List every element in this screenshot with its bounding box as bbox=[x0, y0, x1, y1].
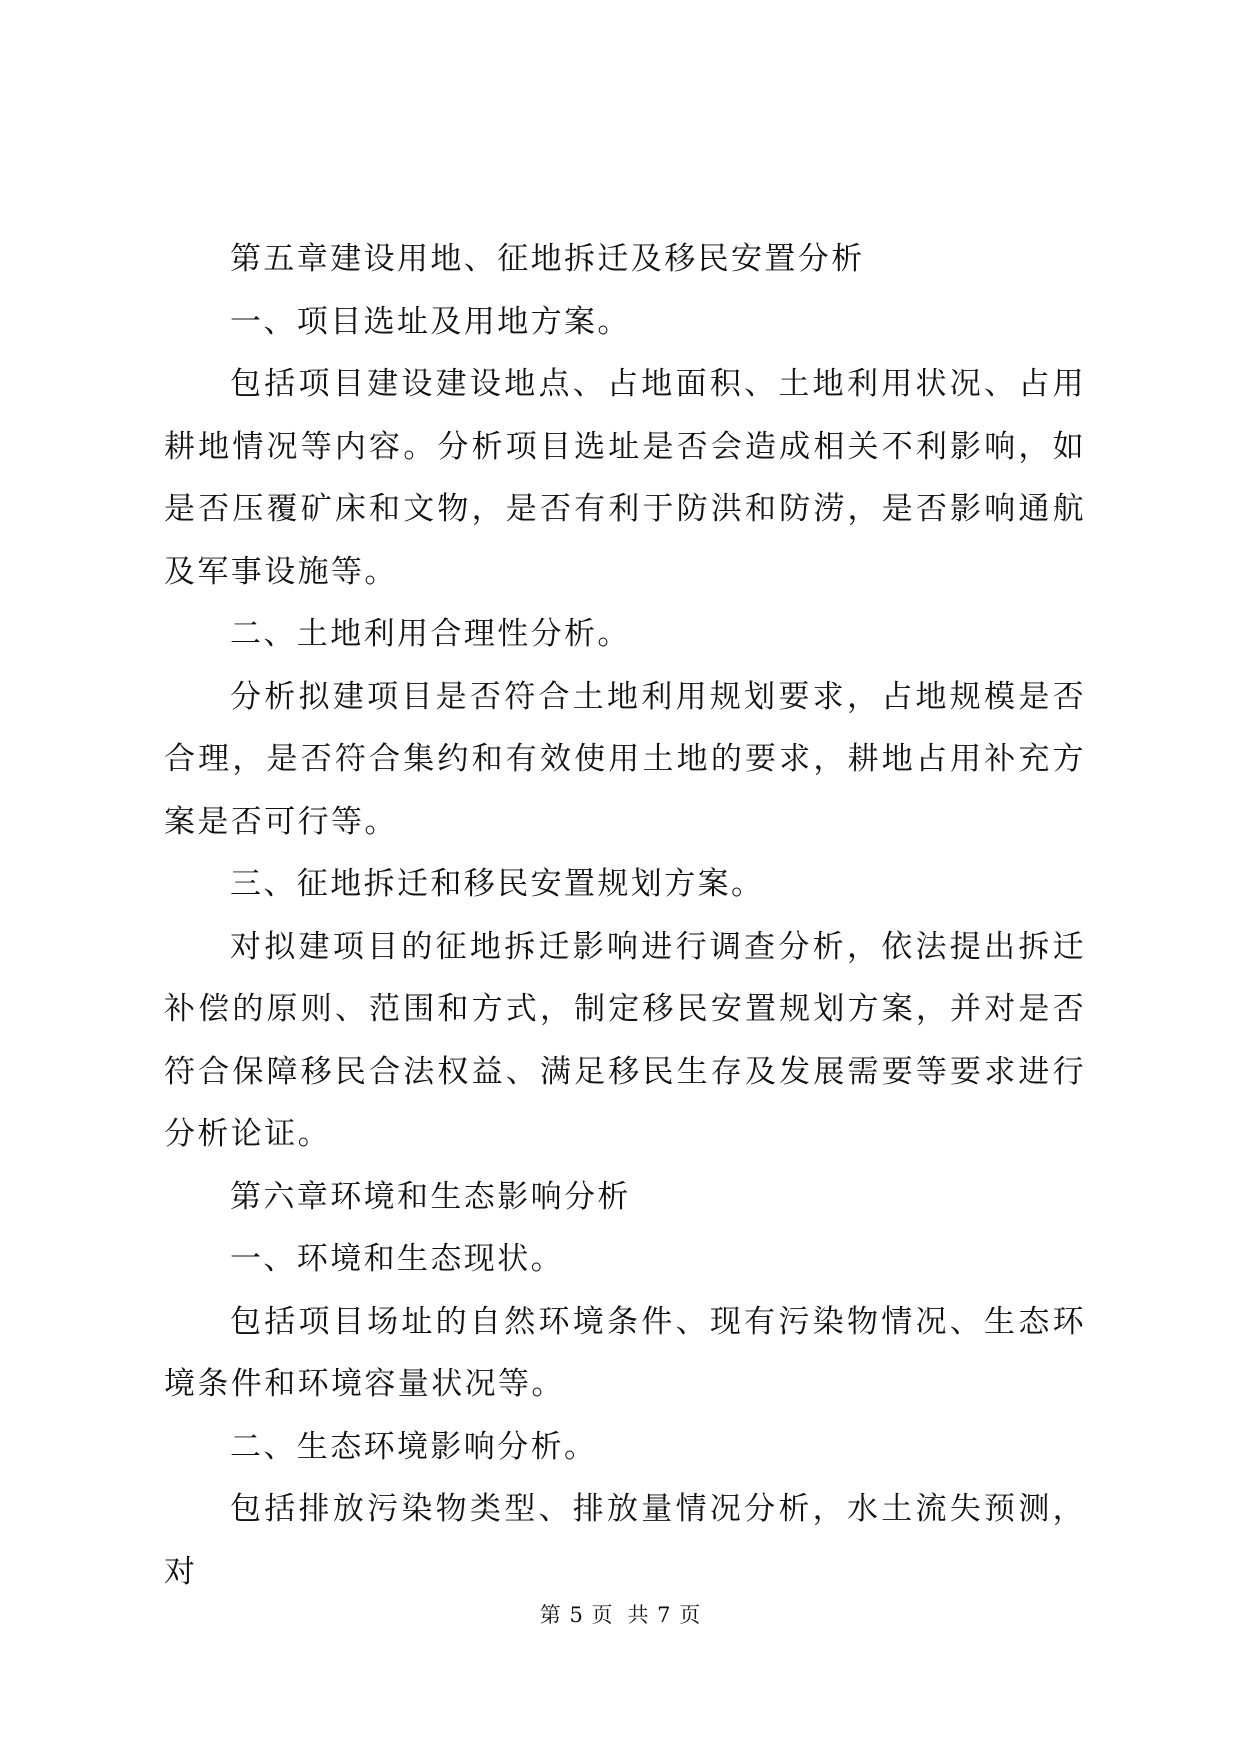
section-heading: 三、征地拆迁和移民安置规划方案。 bbox=[230, 866, 765, 902]
section-heading: 一、项目选址及用地方案。 bbox=[230, 303, 631, 340]
page-footer bbox=[0, 1600, 1241, 1630]
page-number: 第 5 页 bbox=[539, 1603, 614, 1627]
chapter-heading: 第六章环境和生态影响分析 bbox=[230, 1178, 631, 1215]
chapter-heading: 第五章建设用地、征地拆迁及移民安置分析 bbox=[230, 241, 865, 277]
page-total: 共 7 页 bbox=[627, 1603, 702, 1627]
body-paragraph: 包括项目建设建设地点、占地面积、土地利用状况、占用耕地情况等内容。分析项目选址是否会造成相关不利影响，如是否压覆矿床和文物，是否有利于防洪和防涝，是否影响通航及军事设施等。 bbox=[164, 366, 1086, 590]
section-heading: 二、土地利用合理性分析。 bbox=[230, 616, 631, 652]
document-body bbox=[164, 228, 1086, 1603]
body-paragraph: 分析拟建项目是否符合土地利用规划要求，占地规模是否合理，是否符合集约和有效使用土地的要求，耕地占用补充方案是否可行等。 bbox=[164, 678, 1086, 840]
body-paragraph: 对拟建项目的征地拆迁影响进行调查分析，依法提出拆迁补偿的原则、范围和方式，制定移民安置规划方案，并对是否符合保障移民合法权益、满足移民生存及发展需要等要求进行分析论证。 bbox=[164, 928, 1086, 1152]
section-heading: 二、生态环境影响分析。 bbox=[230, 1428, 598, 1465]
section-heading: 一、环境和生态现状。 bbox=[230, 1241, 564, 1277]
body-paragraph: 包括项目场址的自然环境条件、现有污染物情况、生态环境条件和环境容量状况等。 bbox=[164, 1303, 1086, 1402]
body-paragraph: 包括排放污染物类型、排放量情况分析，水土流失预测，对 bbox=[164, 1491, 1086, 1590]
